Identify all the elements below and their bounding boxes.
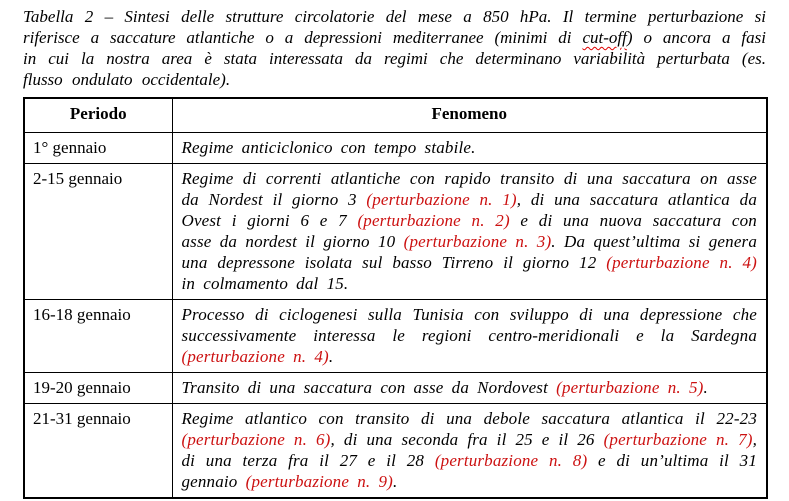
- perturbation-ref: (perturbazione n. 5): [556, 378, 704, 397]
- spellcheck-word: cut-off: [582, 28, 627, 47]
- table-row: [24, 373, 767, 404]
- period-cell: 1° gennaio: [24, 133, 172, 164]
- header-row: [24, 98, 767, 133]
- phenomenon-cell: [172, 300, 767, 373]
- column-header-periodo: Periodo: [24, 98, 172, 133]
- text-run: Regime di correnti atlantiche con rapido transito di una saccatura on asse da Nordest il giorno 3: [181, 169, 757, 209]
- perturbation-ref: (perturbazione n. 1): [366, 190, 517, 209]
- text-run: Tabella 2 – Sintesi delle strutture circolatorie del mese a 850 hPa. Il termine perturbazione si riferisce a saccature atlantiche o a depressioni mediterranee (minimi di: [23, 7, 766, 47]
- table-row: [24, 164, 767, 300]
- perturbation-ref: (perturbazione n. 9): [245, 472, 393, 491]
- text-run: , di una saccatura atlantica da Ovest i giorni 6 e 7: [181, 190, 757, 230]
- phenomenon-cell: [172, 404, 767, 499]
- perturbation-ref: (perturbazione n. 4): [606, 253, 757, 272]
- table-caption: [23, 6, 766, 90]
- table-row: [24, 300, 767, 373]
- text-run: Regime anticiclonico con tempo stabile.: [181, 138, 476, 157]
- text-run: , di una terza fra il 27 e il 28: [181, 430, 757, 470]
- perturbation-ref: (perturbazione n. 2): [357, 211, 510, 230]
- text-run: Transito di una saccatura con asse da Nordovest: [181, 378, 557, 397]
- text-run: Processo di ciclogenesi sulla Tunisia con sviluppo di una depressione che successivamente interessa le regioni centro-meridionali e la Sardegna: [181, 305, 757, 345]
- phenomenon-cell: [172, 133, 767, 164]
- text-run: . Da quest’ultima si genera una depressone isolata sul basso Tirreno il giorno 12: [181, 232, 757, 272]
- text-run: e di una nuova saccatura con asse da nordest il giorno 10: [181, 211, 757, 251]
- perturbation-ref: (perturbazione n. 7): [603, 430, 753, 449]
- perturbation-ref: (perturbazione n. 4): [181, 347, 329, 366]
- perturbation-ref: (perturbazione n. 3): [403, 232, 552, 251]
- phenomenon-cell: [172, 164, 767, 300]
- table-body: [24, 133, 767, 499]
- period-cell: 2-15 gennaio: [24, 164, 172, 300]
- phenomenon-cell: [172, 373, 767, 404]
- text-run: ) o ancora a fasi in cui la nostra area è stata interessata da regimi che determinano variabilità perturbata (es. flusso ondulato occidentale).: [23, 28, 766, 89]
- text-run: .: [328, 347, 334, 366]
- text-run: .: [703, 378, 708, 397]
- period-cell: 21-31 gennaio: [24, 404, 172, 499]
- table-row: [24, 404, 767, 499]
- text-run: , di una seconda fra il 25 e il 26: [330, 430, 604, 449]
- circulation-summary-table: [23, 97, 768, 499]
- text-run: e di un’ultima il 31 gennaio: [181, 451, 758, 491]
- text-run: in colmamento dal 15.: [181, 274, 349, 293]
- period-cell: 19-20 gennaio: [24, 373, 172, 404]
- text-run: Regime atlantico con transito di una debole saccatura atlantica il 22-23: [181, 409, 757, 428]
- column-header-fenomeno: Fenomeno: [172, 98, 767, 133]
- perturbation-ref: (perturbazione n. 6): [181, 430, 331, 449]
- perturbation-ref: (perturbazione n. 8): [434, 451, 588, 470]
- table-row: [24, 133, 767, 164]
- text-run: .: [392, 472, 398, 491]
- period-cell: 16-18 gennaio: [24, 300, 172, 373]
